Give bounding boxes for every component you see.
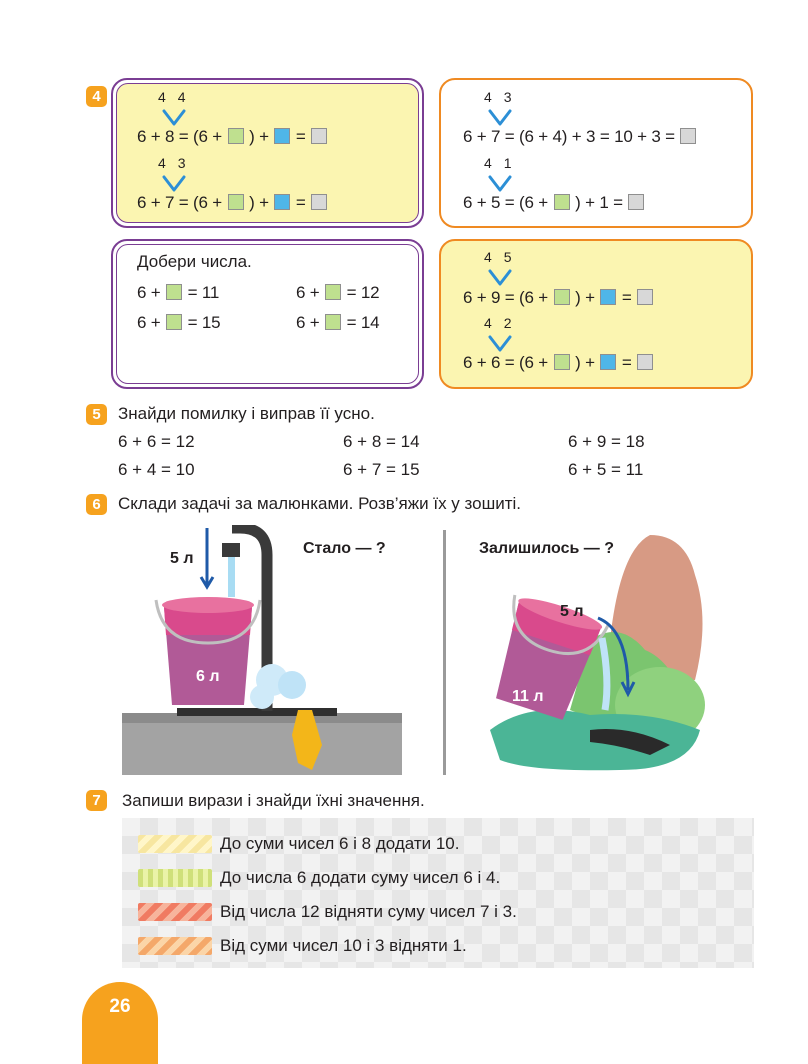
equation: 6 + 8 = (6 + ) + = <box>137 127 328 147</box>
task-7-title: Запиши вирази і знайди їхні значення. <box>122 791 425 810</box>
answer-box[interactable] <box>628 194 644 210</box>
answer-box[interactable] <box>637 354 653 370</box>
answer-box[interactable] <box>228 194 244 210</box>
split-numbers: 4 3 <box>158 155 186 171</box>
pouring-bucket-illustration <box>470 530 710 775</box>
color-strip <box>138 937 212 955</box>
answer-box[interactable] <box>166 284 182 300</box>
answer-box[interactable] <box>600 354 616 370</box>
check-mark-icon <box>487 108 513 128</box>
equation: 6 + 7 = 15 <box>343 460 420 479</box>
task-6-title: Склади задачі за малюнками. Розв’яжи їх у зошиті. <box>118 494 521 513</box>
check-mark-icon <box>161 174 187 194</box>
bucket-volume-label: 6 л <box>196 668 220 685</box>
task-7-item: До суми чисел 6 і 8 додати 10. <box>220 834 460 853</box>
page-number: 26 <box>109 996 131 1017</box>
split-numbers: 4 3 <box>484 89 512 105</box>
answer-box[interactable] <box>228 128 244 144</box>
pour-volume-label: 5 л <box>560 603 584 620</box>
task-7-item: Від числа 12 відняти суму чисел 7 і 3. <box>220 902 517 921</box>
task-7-item: До числа 6 додати суму чисел 6 і 4. <box>220 868 501 887</box>
equation: 6 + 8 = 14 <box>343 432 420 451</box>
equation: 6 + 5 = (6 + ) + 1 = <box>463 193 645 213</box>
split-numbers: 4 5 <box>484 249 512 265</box>
equation: 6 + 7 = (6 + ) + = <box>137 193 328 213</box>
divider <box>443 530 446 775</box>
task-4-number: 4 <box>86 86 107 107</box>
answer-box[interactable] <box>325 314 341 330</box>
task-5-number: 5 <box>86 404 107 425</box>
answer-box[interactable] <box>600 289 616 305</box>
check-mark-icon <box>161 108 187 128</box>
equation: 6 + = 11 <box>137 283 220 302</box>
split-numbers: 4 1 <box>484 155 512 171</box>
answer-box[interactable] <box>311 128 327 144</box>
filling-bucket-illustration <box>122 525 412 775</box>
equation: 6 + 6 = 12 <box>118 432 195 451</box>
answer-box[interactable] <box>680 128 696 144</box>
bucket-volume-label: 11 л <box>512 688 544 705</box>
equation: 6 + 5 = 11 <box>568 460 644 479</box>
task-7-item: Від суми чисел 10 і 3 відняти 1. <box>220 936 467 955</box>
color-strip <box>138 869 212 887</box>
equation: 6 + = 14 <box>296 313 380 332</box>
answer-box[interactable] <box>311 194 327 210</box>
page-number-tab <box>82 982 158 1064</box>
answer-box[interactable] <box>554 289 570 305</box>
check-mark-icon <box>487 334 513 354</box>
check-mark-icon <box>487 268 513 288</box>
answer-box[interactable] <box>325 284 341 300</box>
equation: 6 + 7 = (6 + 4) + 3 = 10 + 3 = <box>463 127 697 147</box>
question-text: Стало — ? <box>303 540 386 557</box>
answer-box[interactable] <box>637 289 653 305</box>
answer-box[interactable] <box>166 314 182 330</box>
split-numbers: 4 2 <box>484 315 512 331</box>
answer-box[interactable] <box>274 194 290 210</box>
answer-box[interactable] <box>554 354 570 370</box>
equation: 6 + 9 = 18 <box>568 432 645 451</box>
equation: 6 + = 12 <box>296 283 380 302</box>
equation: 6 + 6 = (6 + ) + = <box>463 353 654 373</box>
color-strip <box>138 903 212 921</box>
equation: 6 + = 15 <box>137 313 221 332</box>
color-strip <box>138 835 212 853</box>
split-numbers: 4 4 <box>158 89 186 105</box>
equation: 6 + 9 = (6 + ) + = <box>463 288 654 308</box>
answer-box[interactable] <box>274 128 290 144</box>
task-5-title: Знайди помилку і виправ її усно. <box>118 404 375 423</box>
task-7-number: 7 <box>86 790 107 811</box>
box-title: Добери числа. <box>137 252 252 271</box>
equation: 6 + 4 = 10 <box>118 460 195 479</box>
answer-box[interactable] <box>554 194 570 210</box>
pour-volume-label: 5 л <box>170 550 194 567</box>
task-6-number: 6 <box>86 494 107 515</box>
question-text: Залишилось — ? <box>479 540 615 557</box>
check-mark-icon <box>487 174 513 194</box>
